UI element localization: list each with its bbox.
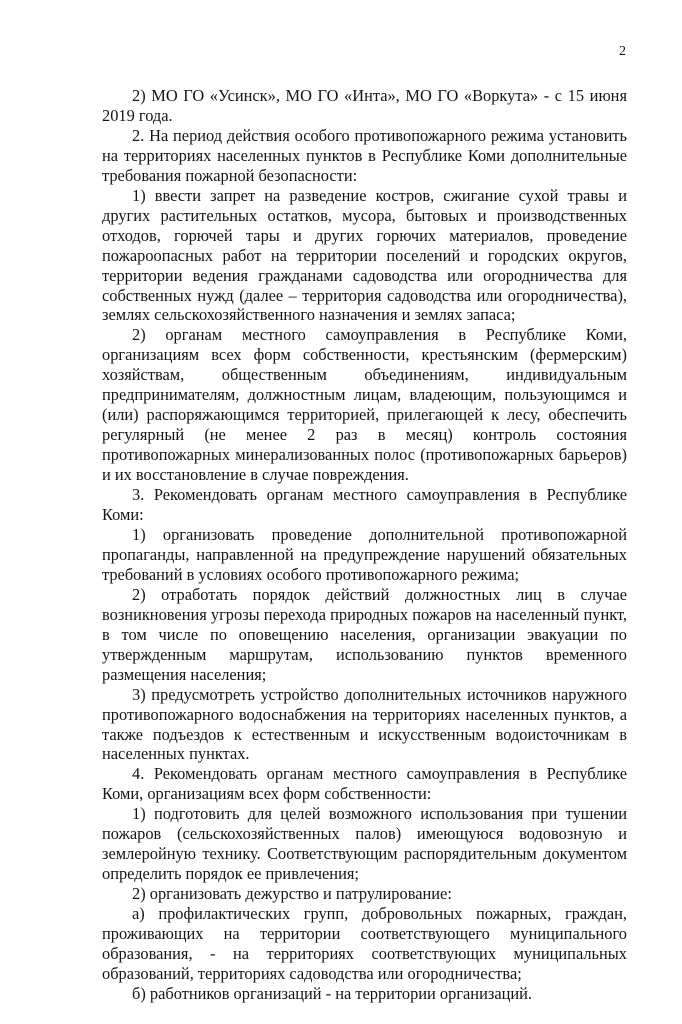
document-body: [102, 86, 627, 1004]
paragraph-4-2-patrol: 2) организовать дежурство и патрулирование:: [132, 884, 452, 904]
paragraph-4-2-b-workers: б) работников организаций - на территории организаций.: [132, 983, 533, 1003]
paragraph-section-3: 3. Рекомендовать органам местного самоуправления в Республике Коми:: [102, 485, 627, 525]
paragraph-3-3-water-supply: 3) предусмотреть устройство дополнительных источников наружного противопожарного водоснабжения на территориях населенных пунктов, а также подъездов к естественным и искусственным водоисточникам в населенных пунктах.: [102, 684, 627, 764]
paragraph-3-2-evacuation: 2) отработать порядок действий должностных лиц в случае возникновения угрозы перехода природных пожаров на населенный пункт, в том числе по оповещению населения, организации эвакуации по утвержденным маршрутам, использованию пунктов временного размещения населения;: [102, 584, 627, 684]
paragraph-3-1-propaganda: 1) организовать проведение дополнительной противопожарной пропаганды, направленной на предупреждение нарушений обязательных требований в условиях особого противопожарного режима;: [102, 524, 627, 584]
paragraph-4-2-a-groups: а) профилактических групп, добровольных пожарных, граждан, проживающих на территории соответствующего муниципального образования, - на территориях соответствующих муниципальных образований, территориях садоводства или огородничества;: [102, 904, 627, 983]
paragraph-section-2: 2. На период действия особого противопожарного режима установить на территориях населенных пунктов в Республике Коми дополнительные требования пожарной безопасности:: [102, 125, 627, 185]
page-number: 2: [619, 44, 626, 59]
paragraph-2-1-fire-ban: 1) ввести запрет на разведение костров, сжигание сухой травы и других растительных остатков, мусора, бытовых и производственных отходов, горючей тары и других горючих материалов, проведение пожароопасных работ на территории поселений и городских округов, территории ведения гражданами садоводства или огородничества для собственных нужд (далее – территория садоводства или огородничества), землях сельскохозяйственного назначения и землях запаса;: [102, 185, 627, 325]
paragraph-section-4: 4. Рекомендовать органам местного самоуправления в Республике Коми, организациям всех форм собственности:: [102, 764, 627, 804]
paragraph-4-1-equipment: 1) подготовить для целей возможного использования при тушении пожаров (сельскохозяйственных палов) имеющуюся водовозную и землеройную технику. Соответствующим распорядительным документом определить порядок ее привлечения;: [102, 804, 627, 884]
paragraph-2-usinsk-inta-vorkuta: 2) МО ГО «Усинск», МО ГО «Инта», МО ГО «Воркута» - с 15 июня 2019 года.: [102, 86, 627, 125]
paragraph-2-2-mineralized-strips: 2) органам местного самоуправления в Республике Коми, организациям всех форм собственности, крестьянским (фермерским) хозяйствам, общественным объединениям, индивидуальным предпринимателям, должностным лицам, владеющим, пользующимся и (или) распоряжающимся территорией, прилегающей к лесу, обеспечить регулярный (не менее 2 раз в месяц) контроль состояния противопожарных минерализованных полос (противопожарных барьеров) и их восстановление в случае повреждения.: [102, 325, 627, 485]
